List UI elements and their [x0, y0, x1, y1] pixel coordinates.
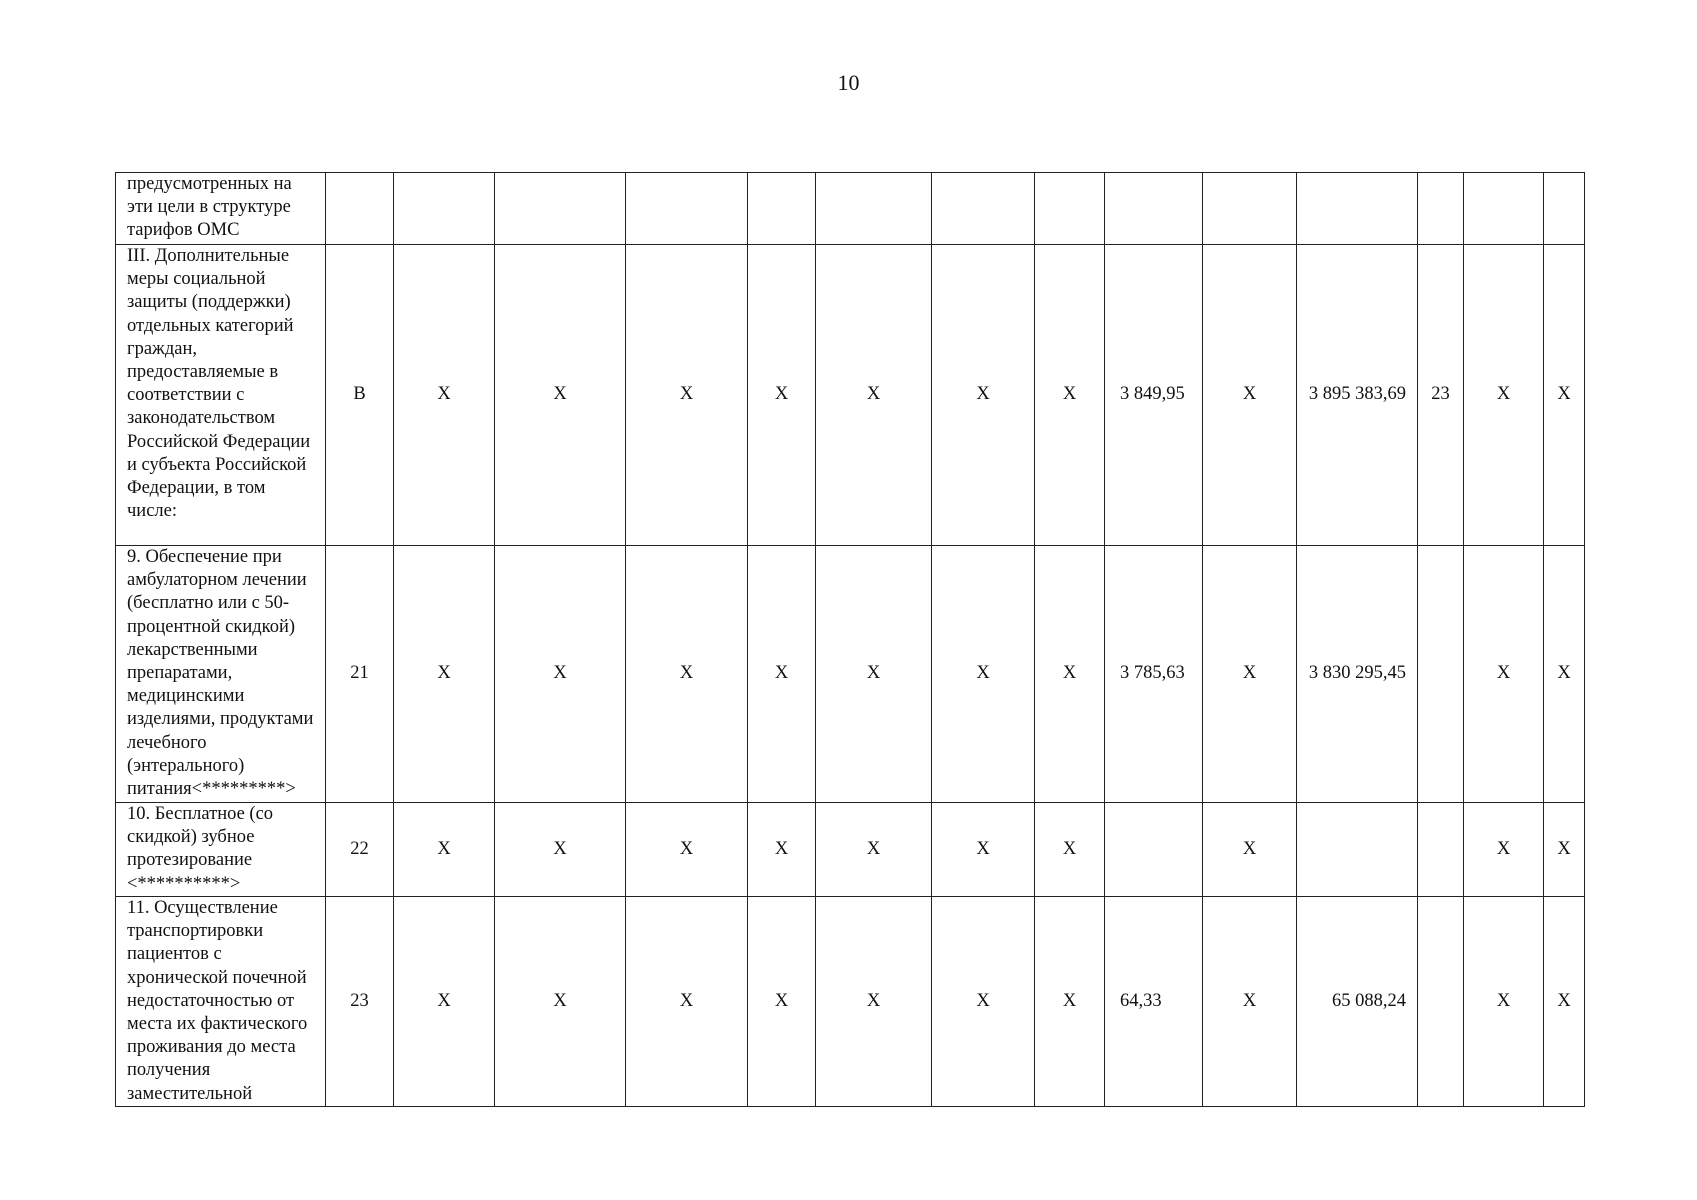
table-cell: Х	[394, 803, 495, 897]
table-cell	[1297, 803, 1418, 897]
table-cell: Х	[1035, 897, 1105, 1107]
row-description: 10. Бесплатное (со скидкой) зубное протезирование <**********>	[127, 804, 274, 894]
table-cell: Х	[1035, 546, 1105, 803]
table-cell	[1105, 803, 1203, 897]
row-description: предусмотренных на эти цели в структуре тарифов ОМС	[127, 174, 292, 241]
table-cell	[495, 173, 626, 245]
table-row	[116, 897, 1585, 1107]
row-description: 9. Обеспечение при амбулаторном лечении (бесплатно или с 50-процентной скидкой) лекарственными препаратами, медицинскими изделиями, продуктами лечебного (энтерального) питания<*********>	[127, 547, 314, 800]
table-cell	[626, 173, 748, 245]
row-code: 21	[326, 546, 394, 803]
table-row	[116, 173, 1585, 245]
table-cell: Х	[932, 546, 1035, 803]
table-cell	[1418, 803, 1464, 897]
table-cell	[1105, 173, 1203, 245]
data-table	[115, 172, 1585, 1107]
table-cell: Х	[495, 897, 626, 1107]
table-cell: Х	[1544, 245, 1585, 546]
table-cell: Х	[1035, 245, 1105, 546]
table-cell: Х	[1464, 897, 1544, 1107]
table-cell	[1297, 173, 1418, 245]
table-cell: Х	[932, 803, 1035, 897]
table-cell: Х	[495, 803, 626, 897]
table-row	[116, 245, 1585, 546]
table-cell: Х	[394, 245, 495, 546]
table-cell: Х	[748, 803, 816, 897]
table-cell: Х	[1035, 803, 1105, 897]
table-cell: Х	[816, 803, 932, 897]
table-cell: 64,33	[1105, 897, 1203, 1107]
table-cell: Х	[1464, 245, 1544, 546]
table-cell: Х	[495, 546, 626, 803]
table-cell: 23	[1418, 245, 1464, 546]
table-cell: Х	[748, 897, 816, 1107]
table-row	[116, 803, 1585, 897]
table-cell	[1464, 173, 1544, 245]
table-cell: Х	[626, 546, 748, 803]
row-code: 22	[326, 803, 394, 897]
page-number: 10	[837, 70, 860, 95]
row-code: В	[326, 245, 394, 546]
table-cell: Х	[1203, 245, 1297, 546]
row-description-cell	[116, 245, 326, 546]
table-cell: Х	[1544, 546, 1585, 803]
row-description: 11. Осуществление транспортировки пациентов с хронической почечной недостаточностью от места их фактического проживания до места получения заместительной	[127, 898, 308, 1104]
table-cell: Х	[1544, 897, 1585, 1107]
table-cell: Х	[1544, 803, 1585, 897]
table-cell: Х	[1203, 546, 1297, 803]
row-description-cell	[116, 803, 326, 897]
table-cell: 3 830 295,45	[1297, 546, 1418, 803]
table-cell: Х	[495, 245, 626, 546]
table-cell: Х	[1203, 897, 1297, 1107]
table-row	[116, 546, 1585, 803]
table-cell: 3 895 383,69	[1297, 245, 1418, 546]
table-cell: Х	[748, 546, 816, 803]
table-cell: Х	[816, 897, 932, 1107]
table-cell	[932, 173, 1035, 245]
table-cell: Х	[626, 897, 748, 1107]
table-cell	[1035, 173, 1105, 245]
table-cell: Х	[932, 897, 1035, 1107]
table-cell: Х	[626, 803, 748, 897]
table-cell: 3 785,63	[1105, 546, 1203, 803]
table-cell: Х	[394, 546, 495, 803]
table-cell: Х	[1203, 803, 1297, 897]
table-cell: 3 849,95	[1105, 245, 1203, 546]
table-cell	[1203, 173, 1297, 245]
table-cell: Х	[1464, 803, 1544, 897]
row-description-cell	[116, 546, 326, 803]
table-cell	[394, 173, 495, 245]
row-code: 23	[326, 897, 394, 1107]
table-cell	[1418, 173, 1464, 245]
table-cell	[816, 173, 932, 245]
table-cell: Х	[1464, 546, 1544, 803]
table-cell: Х	[748, 245, 816, 546]
row-code	[326, 173, 394, 245]
row-description-cell	[116, 173, 326, 245]
row-description: III. Дополнительные меры социальной защиты (поддержки) отдельных категорий граждан, предоставляемые в соответствии с законодательством Российской Федерации и субъекта Российской Федерации, в том числе:	[127, 246, 311, 522]
table-cell: Х	[932, 245, 1035, 546]
table-cell: Х	[626, 245, 748, 546]
table-cell	[1418, 546, 1464, 803]
table-cell	[748, 173, 816, 245]
row-description-cell	[116, 897, 326, 1107]
table-cell	[1544, 173, 1585, 245]
table-cell: Х	[816, 245, 932, 546]
table-cell	[1418, 897, 1464, 1107]
table-cell: 65 088,24	[1297, 897, 1418, 1107]
table-cell: Х	[816, 546, 932, 803]
table-cell: Х	[394, 897, 495, 1107]
